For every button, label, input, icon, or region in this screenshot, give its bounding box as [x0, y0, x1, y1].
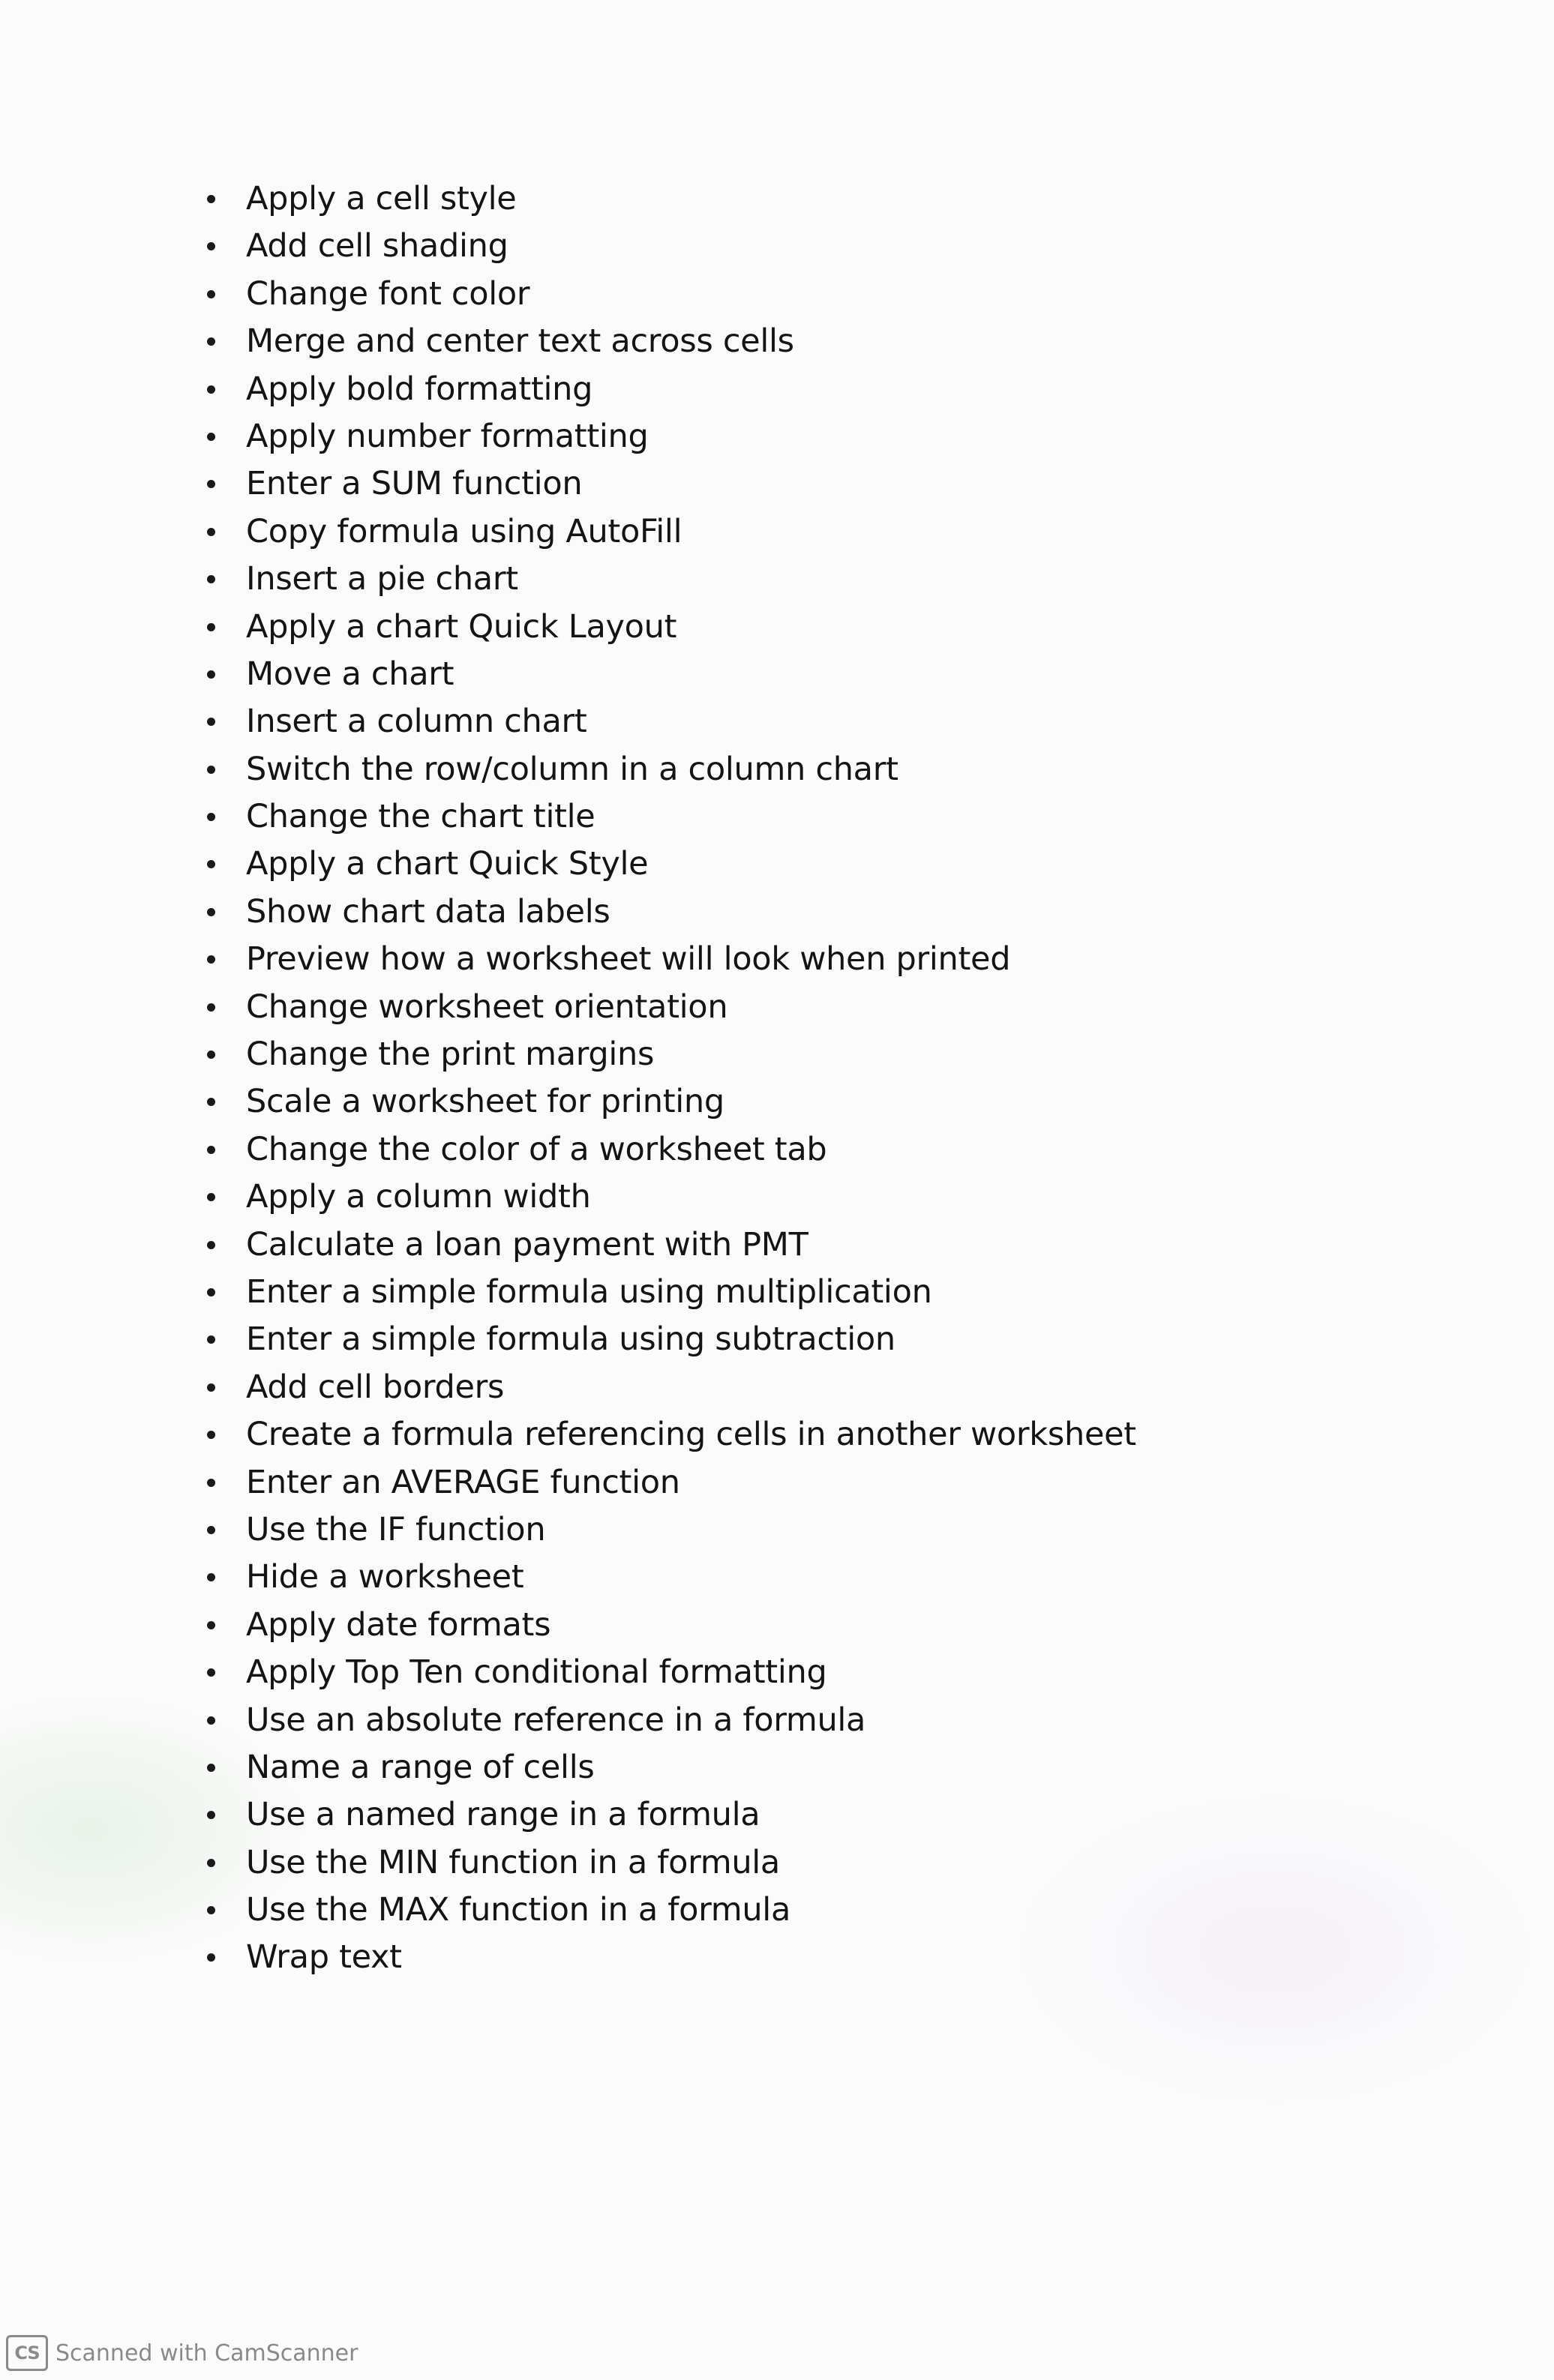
task-text: Use a named range in a formula [246, 1796, 760, 1834]
task-list-item [202, 1411, 1136, 1458]
task-list-item [202, 1506, 1136, 1554]
bullet-icon [207, 290, 215, 298]
bullet-icon [207, 385, 215, 394]
bullet-icon [207, 1668, 215, 1677]
task-text: Add cell shading [246, 227, 508, 265]
task-text: Change the color of a worksheet tab [246, 1130, 827, 1168]
bullet-icon [207, 813, 215, 821]
task-text: Enter a simple formula using subtraction [246, 1320, 896, 1359]
task-text: Merge and center text across cells [246, 322, 794, 361]
bullet-icon [207, 1716, 215, 1725]
task-text: Enter a simple formula using multiplication [246, 1272, 932, 1311]
task-list-item [202, 223, 1136, 270]
task-list-item [202, 1602, 1136, 1649]
task-list-item [202, 889, 1136, 936]
task-list-item [202, 1174, 1136, 1221]
bullet-icon [207, 718, 215, 726]
task-list-item [202, 1887, 1136, 1934]
task-text: Enter an AVERAGE function [246, 1463, 680, 1501]
task-text: Create a formula referencing cells in another worksheet [246, 1416, 1136, 1454]
task-text: Insert a pie chart [246, 560, 518, 598]
task-list-item [202, 936, 1136, 983]
bullet-icon [207, 1098, 215, 1106]
task-text: Switch the row/column in a column chart [246, 750, 898, 788]
bullet-icon [207, 242, 215, 250]
task-list-item [202, 1649, 1136, 1696]
task-list-item [202, 1459, 1136, 1506]
bullet-icon [207, 1526, 215, 1534]
task-list-item [202, 318, 1136, 365]
task-text: Enter a SUM function [246, 465, 583, 503]
bullet-icon [207, 1859, 215, 1867]
task-list-item [202, 793, 1136, 841]
task-list-item [202, 1554, 1136, 1601]
task-list-item [202, 508, 1136, 556]
bullet-icon [207, 908, 215, 916]
bullet-icon [207, 1431, 215, 1439]
task-list-item [202, 1221, 1136, 1269]
task-text: Apply a cell style [246, 180, 517, 217]
watermark-label: Scanned with CamScanner [56, 2340, 358, 2367]
task-text: Apply Top Ten conditional formatting [246, 1653, 827, 1692]
bullet-icon [207, 766, 215, 774]
task-list-item [202, 1744, 1136, 1791]
task-list-item [202, 1791, 1136, 1839]
task-text: Use the MIN function in a formula [246, 1843, 780, 1881]
bullet-icon [207, 1241, 215, 1249]
bullet-icon [207, 1193, 215, 1201]
task-list-item [202, 651, 1136, 698]
task-list-item [202, 1078, 1136, 1126]
bullet-icon [207, 1003, 215, 1012]
task-list-item [202, 460, 1136, 508]
task-list-item [202, 556, 1136, 603]
bullet-icon [207, 623, 215, 631]
bullet-icon [207, 1479, 215, 1487]
task-text: Apply a chart Quick Style [246, 845, 649, 883]
task-text: Name a range of cells [246, 1748, 595, 1786]
task-list-item [202, 698, 1136, 745]
task-text: Use an absolute reference in a formula [246, 1701, 866, 1739]
task-list-item [202, 1697, 1136, 1744]
bullet-icon [207, 1288, 215, 1296]
bullet-icon [207, 1573, 215, 1581]
task-list-item [202, 1839, 1136, 1887]
task-list-item [202, 413, 1136, 460]
task-text: Apply bold formatting [246, 370, 593, 408]
bullet-icon [207, 1953, 215, 1962]
bullet-icon [207, 528, 215, 536]
task-text: Use the IF function [246, 1510, 546, 1548]
bullet-icon [207, 1764, 215, 1772]
task-text: Add cell borders [246, 1368, 505, 1406]
bullet-icon [207, 480, 215, 488]
task-text: Change the print margins [246, 1036, 655, 1074]
bullet-icon [207, 1146, 215, 1154]
task-text: Preview how a worksheet will look when printed [246, 940, 1011, 979]
bullet-icon [207, 955, 215, 964]
task-text: Wrap text [246, 1938, 402, 1977]
task-list-item [202, 1126, 1136, 1174]
task-text: Move a chart [246, 655, 454, 693]
bullet-icon [207, 1335, 215, 1344]
task-text: Scale a worksheet for printing [246, 1083, 724, 1121]
bullet-icon [207, 1051, 215, 1059]
task-list-item [202, 175, 1136, 223]
task-bullet-list [202, 175, 1136, 1982]
bullet-icon [207, 433, 215, 441]
camscanner-logo-icon: CS [6, 2335, 48, 2371]
task-list-item [202, 366, 1136, 413]
task-list-item [202, 746, 1136, 793]
task-list-item [202, 1364, 1136, 1411]
task-text: Show chart data labels [246, 892, 610, 931]
bullet-icon [207, 1383, 215, 1392]
task-text: Calculate a loan payment with PMT [246, 1225, 808, 1263]
task-text: Change font color [246, 274, 530, 313]
bullet-icon [207, 195, 215, 203]
task-list-item [202, 1316, 1136, 1363]
bullet-icon [207, 575, 215, 583]
task-text: Apply date formats [246, 1605, 551, 1644]
task-text: Apply number formatting [246, 417, 649, 455]
task-list-item [202, 604, 1136, 651]
task-text: Hide a worksheet [246, 1558, 524, 1596]
task-list-item [202, 984, 1136, 1031]
task-text: Change worksheet orientation [246, 988, 728, 1026]
task-list-item [202, 1269, 1136, 1316]
task-text: Change the chart title [246, 798, 596, 836]
bullet-icon [207, 670, 215, 679]
task-text: Apply a column width [246, 1178, 591, 1216]
bullet-icon [207, 337, 215, 346]
task-text: Use the MAX function in a formula [246, 1891, 790, 1929]
task-list-item [202, 1934, 1136, 1981]
scanner-watermark [6, 2335, 358, 2371]
task-list-item [202, 1031, 1136, 1078]
task-list-item [202, 841, 1136, 888]
bullet-icon [207, 1621, 215, 1629]
task-text: Copy formula using AutoFill [246, 512, 682, 550]
bullet-icon [207, 1906, 215, 1914]
bullet-icon [207, 860, 215, 868]
task-text: Insert a column chart [246, 703, 587, 741]
bullet-icon [207, 1811, 215, 1819]
task-text: Apply a chart Quick Layout [246, 607, 677, 646]
task-list-item [202, 271, 1136, 318]
